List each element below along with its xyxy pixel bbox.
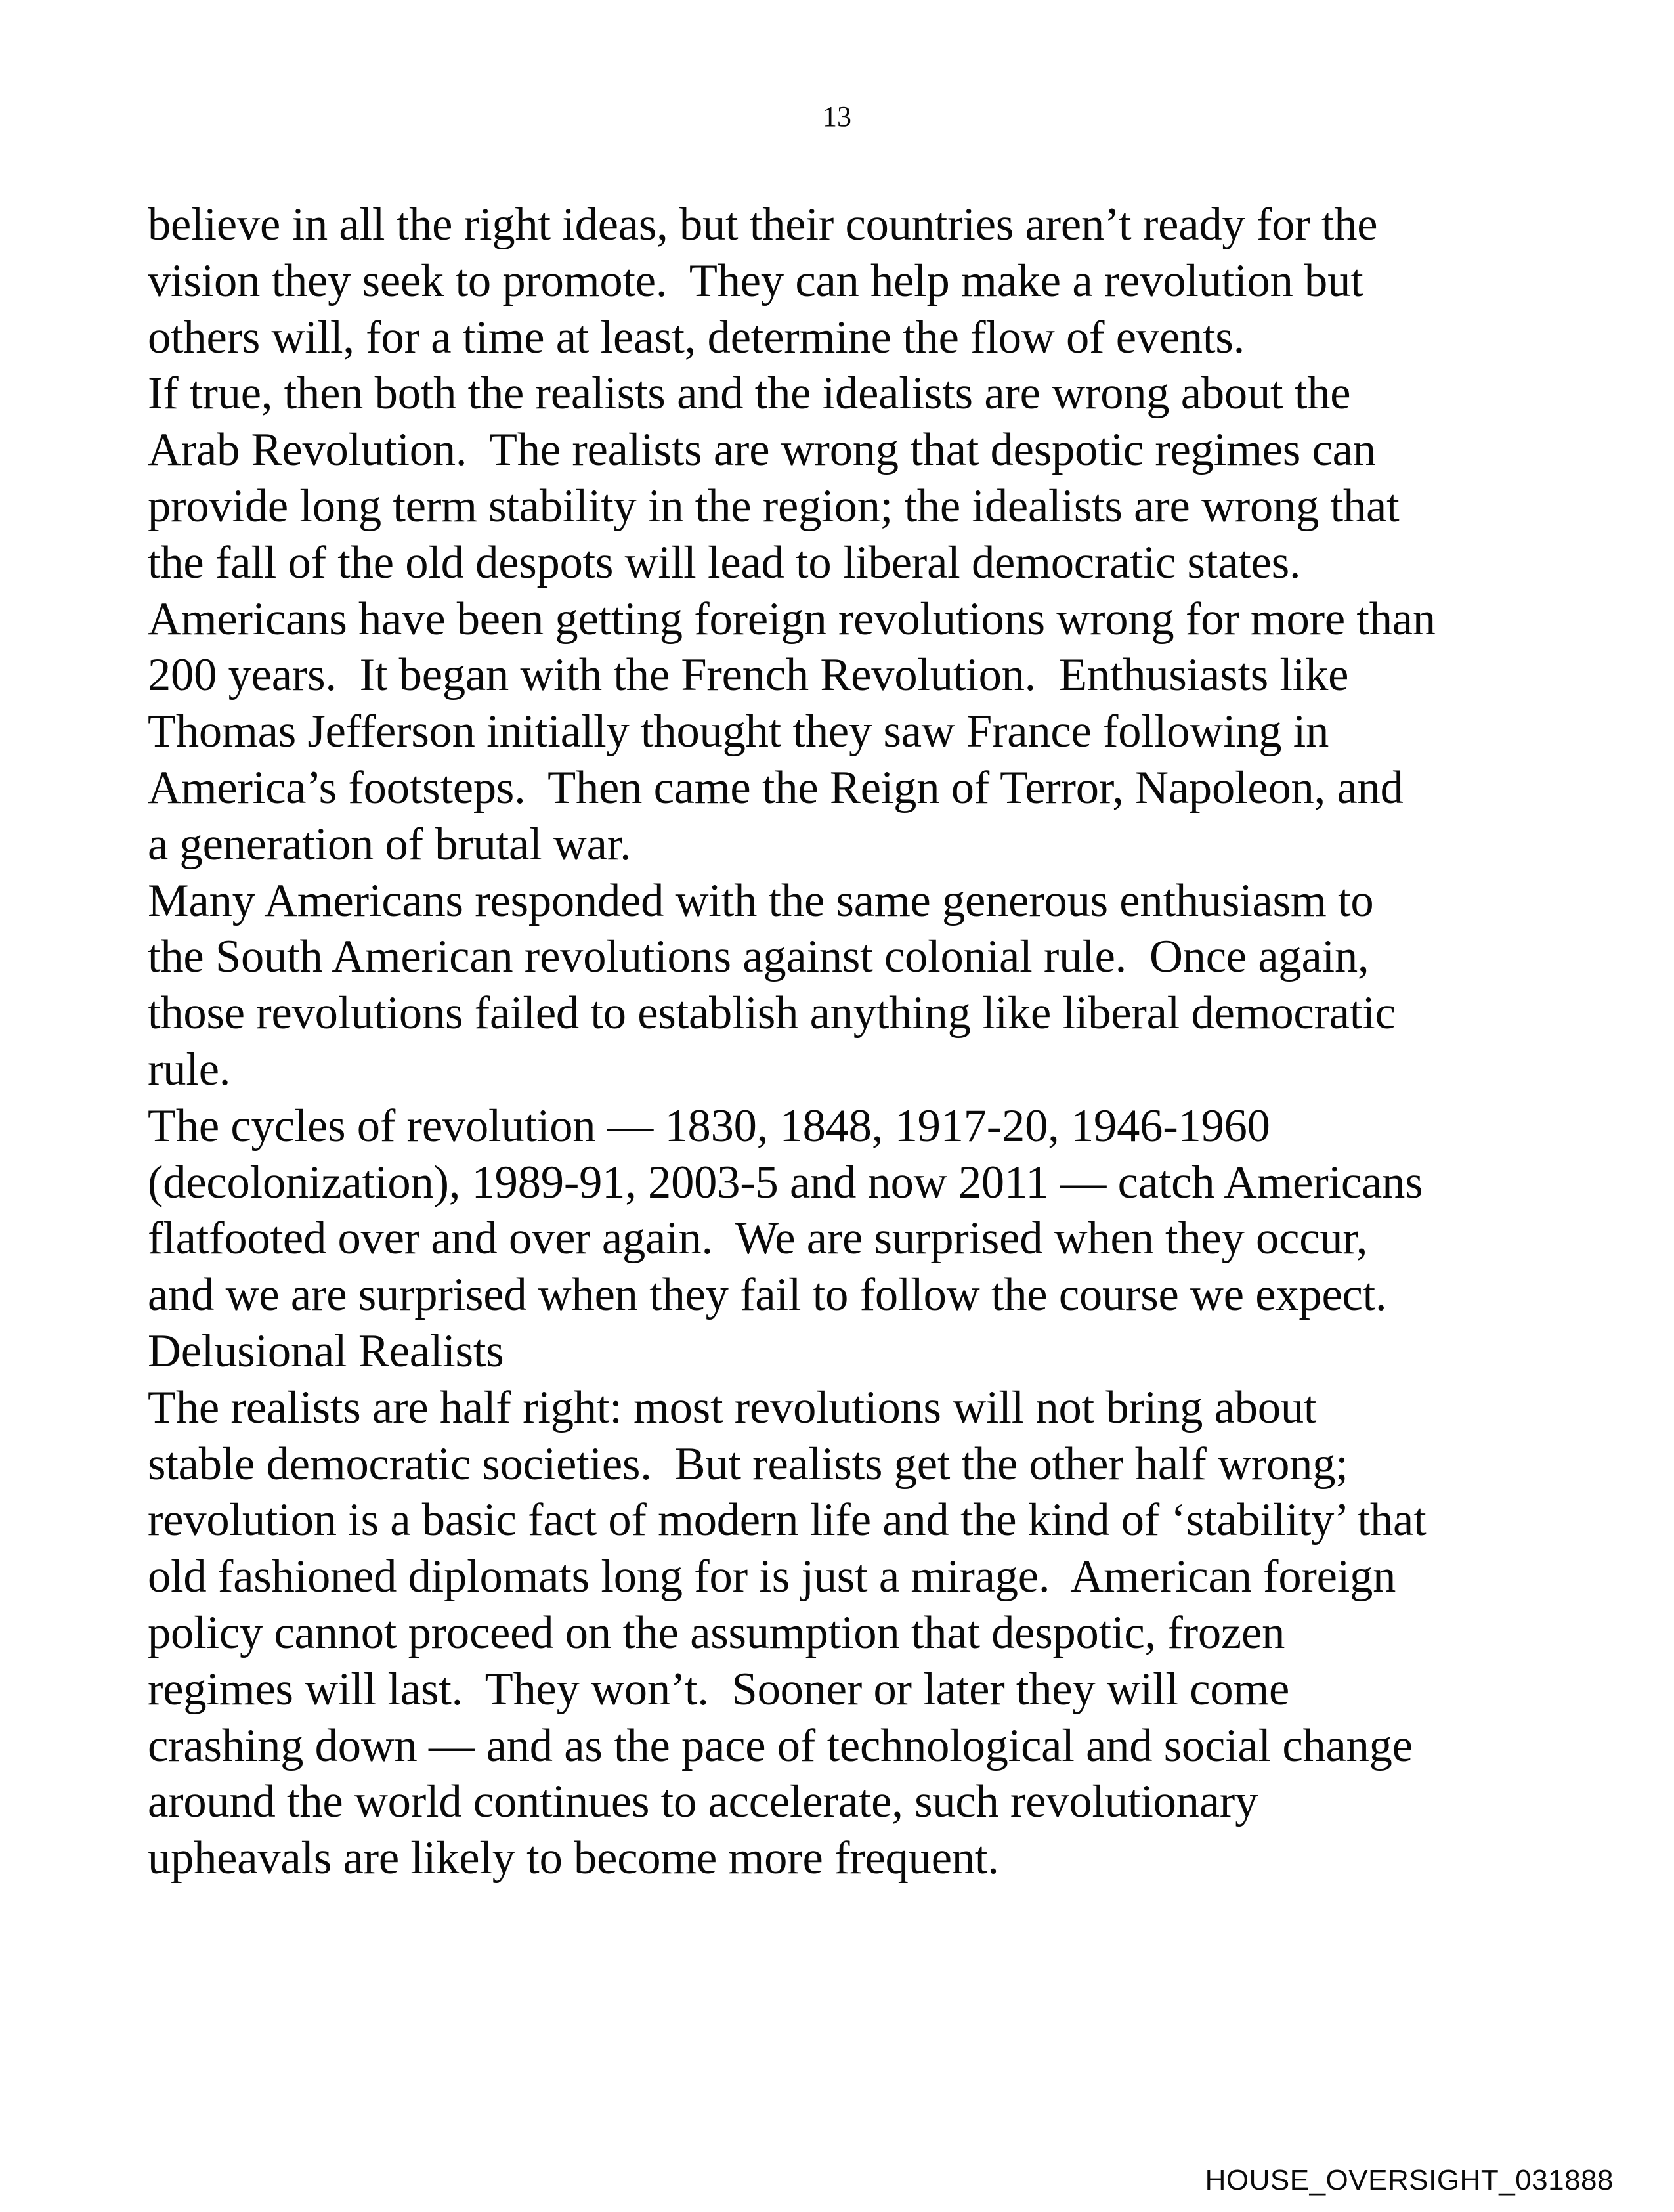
text-line: vision they seek to promote. They can help make a revolution but (148, 255, 1363, 307)
text-line: the fall of the old despots will lead to liberal democratic states. (148, 536, 1301, 588)
text-line: provide long term stability in the region; the idealists are wrong that (148, 480, 1400, 532)
text-line: revolution is a basic fact of modern life and the kind of ‘stability’ that (148, 1494, 1427, 1546)
paragraph-realists-idealists (148, 366, 1592, 591)
text-line: crashing down — and as the pace of technological and social change (148, 1720, 1413, 1771)
text-line: The cycles of revolution — 1830, 1848, 1917-20, 1946-1960 (148, 1100, 1270, 1152)
document-body (148, 197, 1592, 1887)
text-line: regimes will last. They won’t. Sooner or later they will come (148, 1663, 1290, 1715)
text-line: a generation of brutal war. (148, 818, 632, 870)
text-line: Many Americans responded with the same generous enthusiasm to (148, 875, 1374, 926)
text-line: Arab Revolution. The realists are wrong that despotic regimes can (148, 424, 1376, 476)
page-number: 13 (823, 100, 851, 133)
text-line: the South American revolutions against colonial rule. Once again, (148, 931, 1369, 983)
text-line: policy cannot proceed on the assumption that despotic, frozen (148, 1607, 1285, 1659)
text-line: old fashioned diplomats long for is just a mirage. American foreign (148, 1551, 1396, 1603)
paragraph-continuation (148, 197, 1592, 366)
text-line: Thomas Jefferson initially thought they saw France following in (148, 706, 1329, 758)
text-line: others will, for a time at least, determine the flow of events. (148, 311, 1245, 363)
paragraph-french-revolution (148, 592, 1592, 873)
text-line: those revolutions failed to establish anything like liberal democratic (148, 987, 1396, 1039)
paragraph-delusional-realists (148, 1380, 1592, 1887)
text-line: If true, then both the realists and the idealists are wrong about the (148, 368, 1351, 420)
bates-number: HOUSE_OVERSIGHT_031888 (1205, 2164, 1614, 2196)
paragraph-south-american (148, 873, 1592, 1098)
section-heading: Delusional Realists (148, 1325, 504, 1377)
text-line: believe in all the right ideas, but their countries aren’t ready for the (148, 199, 1378, 250)
text-line: The realists are half right: most revolutions will not bring about (148, 1381, 1317, 1433)
paragraph-cycles (148, 1098, 1592, 1324)
text-line: rule. (148, 1043, 231, 1095)
text-line: stable democratic societies. But realists get the other half wrong; (148, 1438, 1348, 1490)
text-line: flatfooted over and over again. We are surprised when they occur, (148, 1213, 1368, 1265)
text-line: and we are surprised when they fail to follow the course we expect. (148, 1269, 1387, 1321)
text-line: upheavals are likely to become more frequent. (148, 1832, 999, 1884)
text-line: (decolonization), 1989-91, 2003-5 and now 2011 — catch Americans (148, 1156, 1423, 1208)
text-line: Americans have been getting foreign revolutions wrong for more than (148, 593, 1436, 645)
text-line: around the world continues to accelerate, such revolutionary (148, 1776, 1258, 1828)
text-line: America’s footsteps. Then came the Reign of Terror, Napoleon, and (148, 762, 1404, 813)
text-line: 200 years. It began with the French Revolution. Enthusiasts like (148, 649, 1349, 701)
